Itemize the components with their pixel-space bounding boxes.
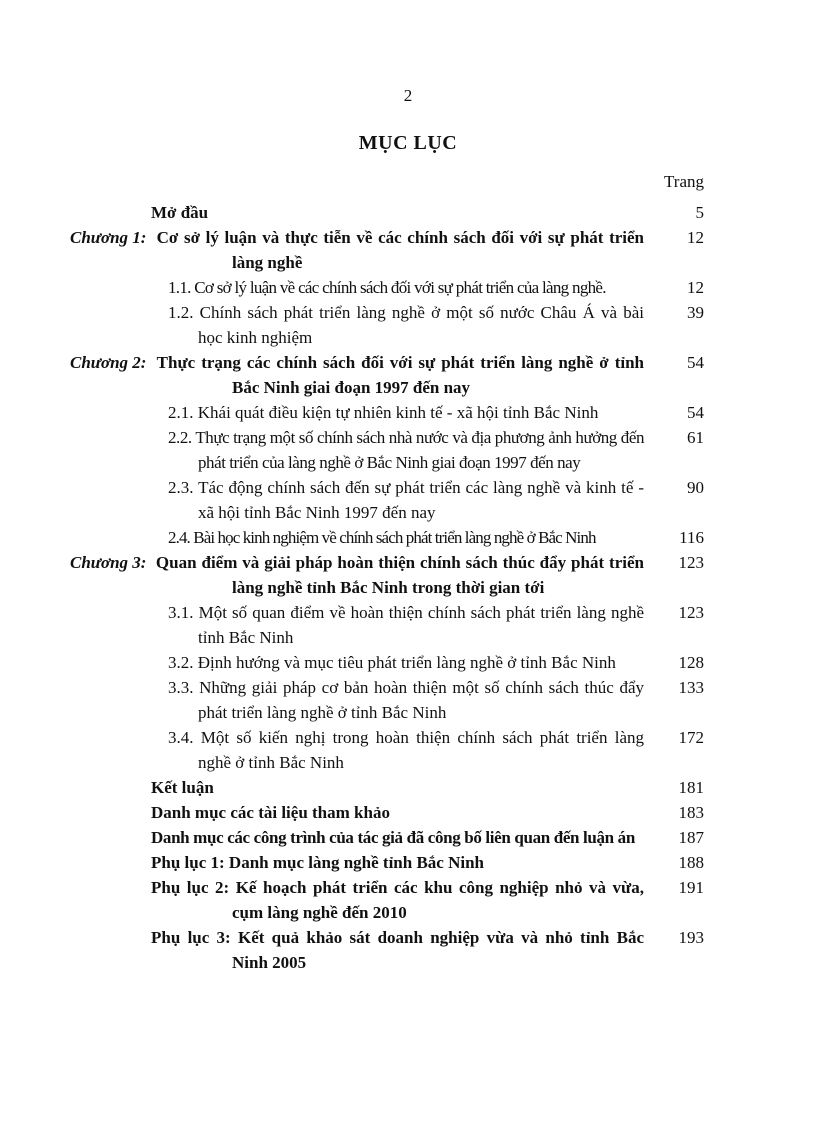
toc-entry-label: 2.4. Bài học kinh nghiệm về chính sách phát triển làng nghề ở Bắc Ninh: [168, 528, 596, 547]
toc-entry-cong-trinh[interactable]: [151, 825, 704, 850]
toc-entry-chapter-3[interactable]: Chương 3: Quan điểm và giải pháp hoàn thiện chính sách thúc đẩy phát triển làng nghề tỉnh Bắc Ninh trong thời gian tới 123: [151, 550, 704, 600]
toc-entry-label: 2.2. Thực trạng một số chính sách nhà nước và địa phương ảnh hưởng đến phát triển của làng nghề ở Bắc Ninh giai đoạn 1997 đến nay: [168, 428, 644, 472]
toc-entry-label: 1.2. Chính sách phát triển làng nghề ở một số nước Châu Á và bài học kinh nghiệm: [168, 303, 644, 347]
toc-entry-label: Phụ lục 3: Kết quả khảo sát doanh nghiệp vừa và nhỏ tỉnh Bắc Ninh 2005: [151, 928, 644, 972]
toc-entry-label: Thực trạng các chính sách đối với sự phát triển làng nghề ở tỉnh Bắc Ninh giai đoạn 1997 đến nay: [151, 353, 644, 397]
toc-entry-page: 193: [678, 928, 704, 947]
toc-entry-label: Phụ lục 2: Kế hoạch phát triển các khu công nghiệp nhỏ và vừa, cụm làng nghề đến 2010: [151, 878, 644, 922]
toc-entry-label: Phụ lục 1: Danh mục làng nghề tỉnh Bắc Ninh: [151, 853, 484, 872]
toc-entry-label: 2.1. Khái quát điều kiện tự nhiên kinh tế - xã hội tỉnh Bắc Ninh: [168, 403, 599, 422]
toc-entry-page: 54: [687, 353, 704, 372]
toc-entry-page: 116: [679, 528, 704, 547]
toc-entry-3-3[interactable]: [151, 675, 704, 725]
toc-entry-label: 3.4. Một số kiến nghị trong hoàn thiện chính sách phát triển làng nghề ở tỉnh Bắc Ninh: [168, 728, 644, 772]
toc-entry-label: Quan điểm và giải pháp hoàn thiện chính sách thúc đẩy phát triển làng nghề tỉnh Bắc Ninh trong thời gian tới: [151, 553, 644, 597]
toc-entry-phu-luc-1[interactable]: [151, 850, 704, 875]
toc-entry-page: 188: [678, 853, 704, 872]
toc-entry-page: 12: [687, 278, 704, 297]
toc-entry-chapter-2[interactable]: Chương 2: Thực trạng các chính sách đối với sự phát triển làng nghề ở tỉnh Bắc Ninh giai đoạn 1997 đến nay 54: [151, 350, 704, 400]
toc-entry-page: 133: [678, 678, 704, 697]
toc-entry-page: 123: [678, 553, 704, 572]
toc-entry-2-2[interactable]: [151, 425, 704, 475]
toc-entry-label: 2.3. Tác động chính sách đến sự phát triển các làng nghề và kinh tế - xã hội tỉnh Bắc Ninh 1997 đến nay: [168, 478, 644, 522]
toc-entry-label: Danh mục các công trình của tác giả đã công bố liên quan đến luận án: [151, 828, 635, 847]
toc-entry-label: Kết luận: [151, 778, 214, 797]
toc-entry-2-1[interactable]: [151, 400, 704, 425]
page-column-header: Trang: [664, 172, 704, 191]
toc-entry-2-4[interactable]: [151, 525, 704, 550]
toc-entry-page: 12: [687, 228, 704, 247]
toc-entry-label: Cơ sở lý luận và thực tiễn về các chính sách đối với sự phát triển làng nghề: [151, 228, 644, 272]
toc-entry-ket-luan[interactable]: [151, 775, 704, 800]
toc-entry-page: 183: [678, 803, 704, 822]
page-title: MỤC LỤC: [358, 132, 458, 154]
toc-entry-3-4[interactable]: [151, 725, 704, 775]
toc-entry-page: 191: [678, 878, 704, 897]
toc-entry-phu-luc-3[interactable]: [151, 925, 704, 975]
toc-entry-page: 61: [687, 428, 704, 447]
toc-entry-3-2[interactable]: [151, 650, 704, 675]
toc-entry-page: 90: [687, 478, 704, 497]
toc-entry-phu-luc-2[interactable]: [151, 875, 704, 925]
toc-entry-page: 181: [678, 778, 704, 797]
toc-entry-tai-lieu[interactable]: [151, 800, 704, 825]
toc-entry-page: 187: [678, 828, 704, 847]
toc-entry-3-1[interactable]: [151, 600, 704, 650]
toc-entry-page: 39: [687, 303, 704, 322]
toc-entry-page: 128: [678, 653, 704, 672]
page-number: 2: [403, 86, 413, 105]
toc-entry-chapter-1[interactable]: Chương 1: Cơ sở lý luận và thực tiễn về các chính sách đối với sự phát triển làng nghề 12: [151, 225, 704, 275]
toc-entry-1-2[interactable]: [151, 300, 704, 350]
toc-entry-label: Mở đầu: [151, 203, 209, 222]
toc-entry-page: 172: [678, 728, 704, 747]
toc-entry-page: 123: [678, 603, 704, 622]
toc-entry-label: 3.3. Những giải pháp cơ bản hoàn thiện một số chính sách thúc đẩy phát triển làng nghề ở tỉnh Bắc Ninh: [168, 678, 644, 722]
toc-entry-label: 1.1. Cơ sở lý luận về các chính sách đối với sự phát triển của làng nghề.: [168, 278, 606, 297]
toc-entry-2-3[interactable]: [151, 475, 704, 525]
toc-entry-label: 3.1. Một số quan điểm về hoàn thiện chính sách phát triển làng nghề tỉnh Bắc Ninh: [168, 603, 644, 647]
toc-entry-label: 3.2. Định hướng và mục tiêu phát triển làng nghề ở tỉnh Bắc Ninh: [168, 653, 616, 672]
table-of-contents: [70, 200, 704, 975]
toc-entry-page: 5: [695, 203, 704, 222]
toc-entry-mo-dau[interactable]: [151, 200, 704, 225]
toc-entry-label: Danh mục các tài liệu tham khảo: [151, 803, 390, 822]
toc-entry-page: 54: [687, 403, 704, 422]
toc-entry-1-1[interactable]: [151, 275, 704, 300]
